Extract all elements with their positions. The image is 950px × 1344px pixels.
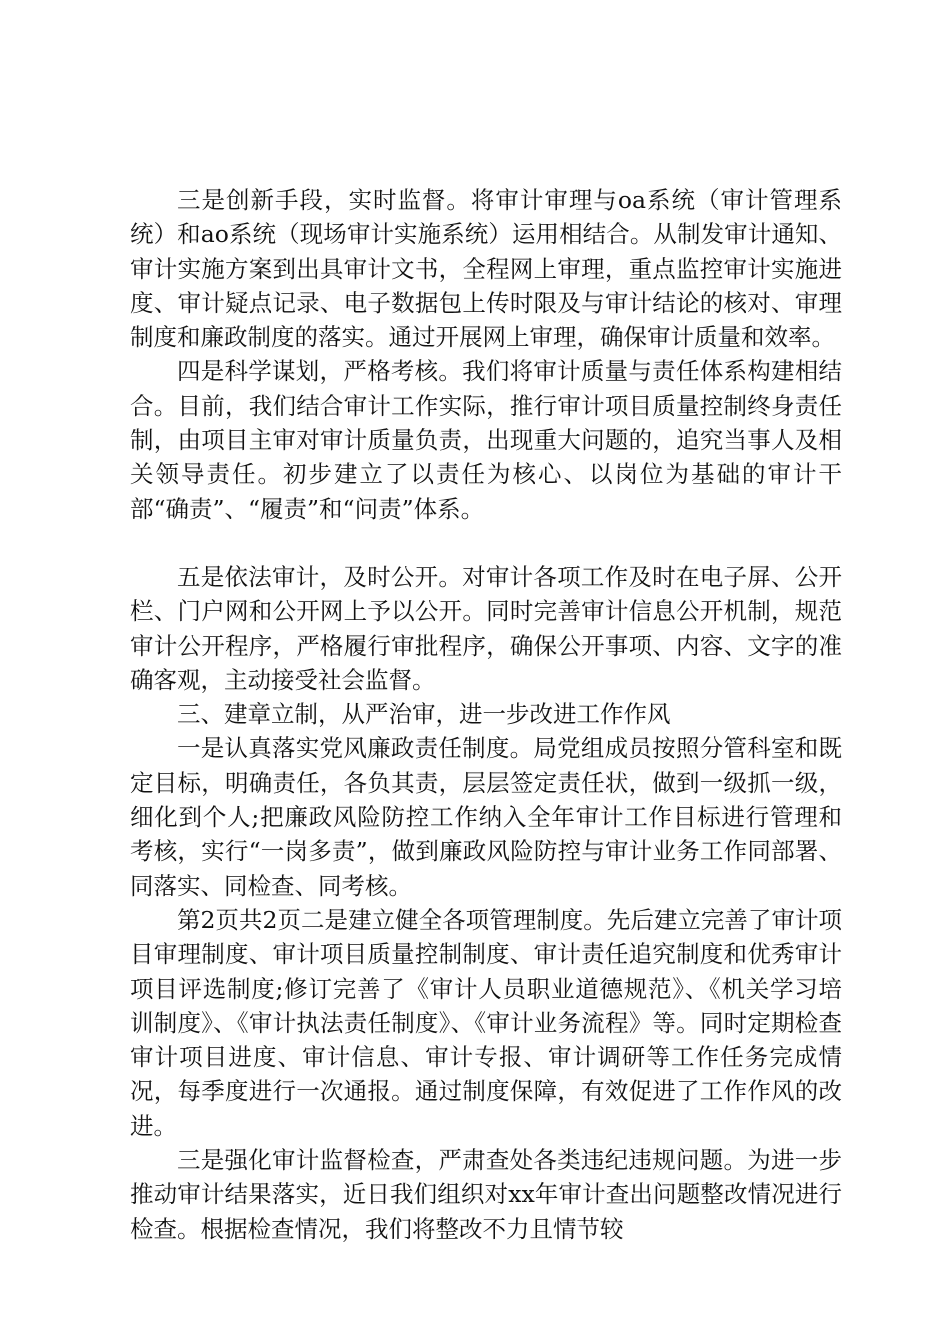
paragraph-innovation-supervision: 三是创新手段，实时监督。将审计审理与oa系统（审计管理系统）和ao系统（现场审计实施系统）运用相结合。从制发审计通知、审计实施方案到出具审计文书，全程网上审理，重点监控审计实施进度、审计疑点记录、电子数据包上传时限及与审计结论的核对、审理制度和廉政制度的落实。通过开展网上审理，确保审计质量和效率。 [130, 186, 842, 352]
paragraph-supervision-inspection: 三是强化审计监督检查，严肃查处各类违纪违规问题。为进一步推动审计结果落实，近日我们组织对xx年审计查出问题整改情况进行检查。根据检查情况，我们将整改不力且情节较 [130, 1146, 842, 1243]
paragraph-planning-assessment: 四是科学谋划，严格考核。我们将审计质量与责任体系构建相结合。目前，我们结合审计工作实际，推行审计项目质量控制终身责任制，由项目主审对审计质量负责，出现重大问题的，追究当事人及相关领导责任。初步建立了以责任为核心、以岗位为基础的审计干部“确责”、“履责”和“问责”体系。 [130, 357, 842, 523]
paragraph-integrity-responsibility: 一是认真落实党风廉政责任制度。局党组成员按照分管科室和既定目标，明确责任，各负其责，层层签定责任状，做到一级抓一级，细化到个人;把廉政风险防控工作纳入全年审计工作目标进行管理和考核，实行“一岗多责”，做到廉政风险防控与审计业务工作同部署、同落实、同检查、同考核。 [130, 734, 842, 900]
section-heading-rules-and-style: 三、建章立制，从严治审，进一步改进工作作风 [177, 700, 671, 729]
paragraph-management-systems: 第2页共2页二是建立健全各项管理制度。先后建立完善了审计项目审理制度、审计项目质量控制制度、审计责任追究制度和优秀审计项目评选制度;修订完善了《审计人员职业道德规范》、《机关学习培训制度》、《审计执法责任制度》、《审计业务流程》等。同时定期检查审计项目进度、审计信息、审计专报、审计调研等工作任务完成情况，每季度进行一次通报。通过制度保障，有效促进了工作作风的改进。 [130, 905, 842, 1140]
paragraph-lawful-audit-disclosure: 五是依法审计，及时公开。对审计各项工作及时在电子屏、公开栏、门户网和公开网上予以公开。同时完善审计信息公开机制，规范审计公开程序，严格履行审批程序，确保公开事项、内容、文字的准确客观，主动接受社会监督。 [130, 562, 842, 694]
document-body [130, 183, 842, 1246]
